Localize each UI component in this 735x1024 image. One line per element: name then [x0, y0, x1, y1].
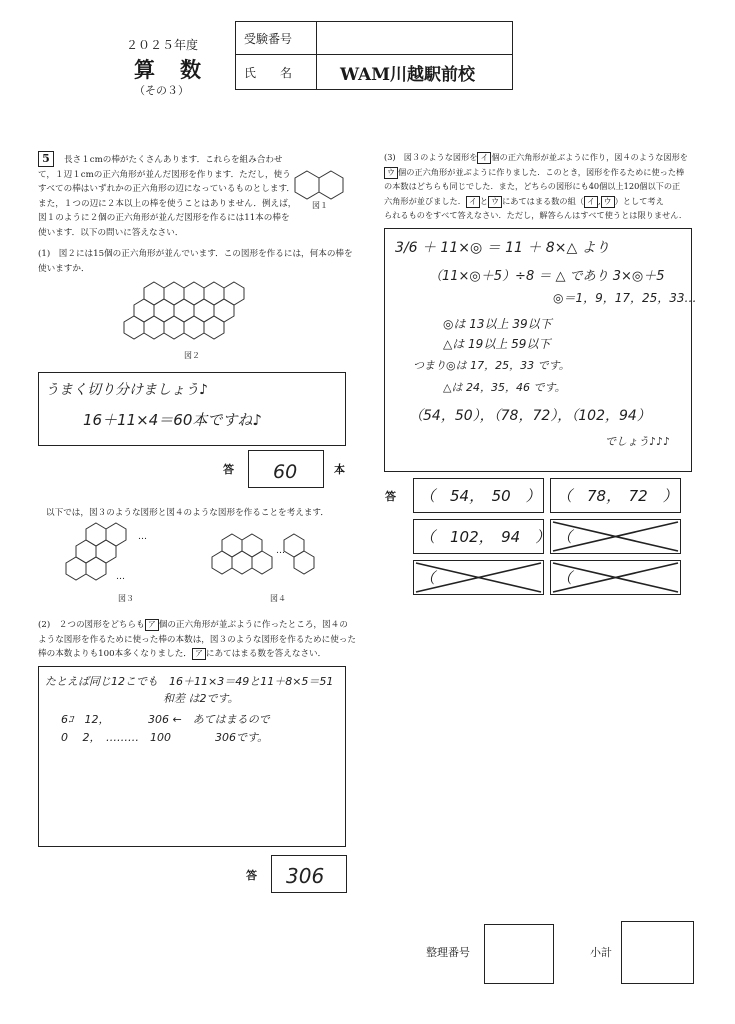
hexagon — [184, 316, 204, 339]
middle-text: 以下では，図３のような図形と図４のような図形を作ることを考えます． — [46, 508, 329, 518]
shokei-label: 小計 — [590, 946, 612, 959]
hexagon — [144, 316, 164, 339]
intro-line: すべての棒はいずれかの正六角形の辺になっているものとします． — [38, 184, 295, 195]
q3-text: 個の正六角形が並ぶように作り，図４のような図形を — [491, 152, 688, 162]
q2-text: 棒の本数よりも100本多くなりました． — [38, 649, 192, 660]
figure-1 — [294, 170, 342, 200]
q3-answer-value: （ 102， 94 ） — [420, 528, 551, 546]
q3-answer-box[interactable] — [413, 478, 544, 513]
q3-work-line: ◎は 13以上 39以下 — [443, 317, 552, 331]
header-table — [235, 21, 513, 90]
q2-work-line: 6ｺ 12， 306 ← あてはまるので — [61, 713, 270, 726]
blank-u-box: ウ — [384, 167, 398, 179]
hexagon — [124, 316, 144, 339]
name-field[interactable]: WAM川越駅前校 — [340, 65, 476, 85]
figure-2-caption: 図２ — [184, 351, 200, 360]
q3-work-line: （54，50），（78，72），（102，94） — [409, 408, 651, 424]
q1-work-line: 16＋11×4＝60本ですね♪ — [83, 411, 262, 429]
figure-4-caption: 図４ — [270, 594, 286, 603]
q2-answer-value: 306 — [286, 864, 325, 888]
question-1-text — [38, 247, 358, 276]
q3-answer-label: 答 — [385, 490, 396, 503]
figure-3 — [60, 523, 170, 593]
q2-work-line: 0 2， ……… 100 306です。 — [61, 731, 269, 744]
blank-i-box: イ — [466, 196, 480, 208]
hexagon — [86, 523, 106, 546]
figure-3-dots: … — [138, 532, 147, 542]
hexagon — [164, 316, 184, 339]
hexagon — [194, 299, 214, 322]
q3-answer-box-crossed[interactable] — [550, 560, 681, 595]
intro-line: 図１のように２個の正六角形が並んだ図形を作るには11本の棒を — [38, 213, 290, 224]
question-3-text: (3) 図３のような図形を イ 個の正六角形が並ぶように作り，図４のような図形を ウ 個の正六角形が並ぶように作りました．このとき，図形を作るために使った棒 の本数はどちらも同じでした．また，どちらの図形にも40個以上120個以下の正 六角形が並びました． イ と ウ にあてはまる数の組（ イ , ウ ）として考え られるものをすべて答えなさい．ただし，解答らんはすべて使うとは限りません． — [384, 150, 704, 223]
q3-text: と — [479, 195, 489, 206]
hexagon — [204, 282, 224, 305]
intro-line: 長さ１cmの棒がたくさんあります．これらを組み合わせ — [64, 155, 283, 165]
hexagon — [204, 316, 224, 339]
part-label: （その３） — [134, 84, 189, 97]
intro-line: 使います．以下の問いに答えなさい． — [38, 227, 184, 238]
q3-answer-value: （ 78， 72 ） — [557, 487, 678, 505]
figure-2 — [124, 282, 284, 350]
q2-answer-label: 答 — [246, 869, 257, 882]
q3-work-line: △は 24，35，46 です。 — [443, 381, 566, 394]
figure-3-dots: … — [116, 572, 125, 582]
q3-work-line: ◎＝1，9，17，25，33… — [553, 291, 697, 305]
hexagon — [232, 551, 252, 574]
blank-a-box: ア — [192, 648, 206, 660]
hexagon — [144, 282, 164, 305]
q3-work-line: つまり◎は 17，25，33 です。 — [413, 359, 570, 372]
q1-work-box[interactable] — [38, 372, 346, 446]
q3-work-box[interactable] — [384, 228, 697, 472]
hexagon — [224, 282, 244, 305]
q3-answer-box-crossed[interactable] — [413, 560, 544, 595]
q3-answer-value: （ — [420, 569, 436, 587]
hexagon — [164, 282, 184, 305]
q3-text: (3) 図３のような図形を — [384, 152, 478, 162]
q2-work-box[interactable] — [38, 666, 346, 847]
figure-4-dots: … — [276, 546, 285, 556]
pair-u-box: ウ — [601, 196, 615, 208]
exam-number-field[interactable] — [326, 28, 506, 48]
hexagon — [212, 551, 232, 574]
hexagon — [154, 299, 174, 322]
q1-line: 使いますか． — [38, 263, 90, 274]
q3-text: の本数はどちらも同じでした．また，どちらの図形にも40個以上120個以下の正 — [384, 181, 681, 192]
q1-line: (1) 図２には15個の正六角形が並んでいます．この図形を作るには，何本の棒を — [38, 249, 353, 259]
question-2-text — [38, 618, 368, 662]
q2-work-line: 和差 は2です。 — [163, 692, 239, 705]
question-5-intro — [38, 153, 328, 241]
hexagon — [252, 551, 272, 574]
q1-answer-value: 60 — [273, 461, 298, 483]
hexagon — [66, 557, 86, 580]
q3-work-line: △は 19以上 59以下 — [443, 337, 551, 351]
q1-answer-label: 答 — [223, 463, 234, 476]
hexagon — [214, 299, 234, 322]
intro-line: て，１辺１cmの正六角形が並んだ図形を作ります．ただし，使う — [38, 169, 291, 180]
hexagon — [184, 282, 204, 305]
q3-text: 個の正六角形が並ぶように作りました．このとき，図形を作るために使った棒 — [398, 166, 685, 177]
q2-text: にあてはまる数を答えなさい． — [205, 649, 327, 660]
cross-out-mark — [414, 561, 543, 594]
q3-text: られるものをすべて答えなさい．ただし，解答らんはすべて使うとは限りません． — [384, 210, 688, 221]
year-label: ２０２５年度 — [126, 38, 199, 52]
q3-text: として考え — [622, 195, 664, 206]
name-label: 氏 名 — [244, 66, 293, 80]
figure-3-caption: 図３ — [118, 594, 134, 603]
subject-title: 算 数 — [134, 57, 203, 82]
q3-work-line: でしょう♪♪♪ — [605, 435, 671, 448]
hexagon — [134, 299, 154, 322]
hexagon — [284, 534, 304, 557]
shokei-box[interactable] — [621, 921, 694, 984]
q1-answer-box[interactable] — [248, 450, 324, 488]
cross-out-mark — [551, 561, 680, 594]
q3-work-line: （11×◎＋5）÷8 ＝ △ であり 3×◎＋5 — [429, 269, 665, 284]
q3-answer-box-crossed[interactable] — [550, 519, 681, 554]
blank-u-box: ウ — [488, 196, 502, 208]
q3-answer-box[interactable] — [413, 519, 551, 554]
seiri-number-label: 整理番号 — [426, 946, 470, 959]
q2-text: 個の正六角形が並ぶように作ったところ，図４の — [158, 620, 348, 630]
seiri-number-box[interactable] — [484, 924, 554, 984]
figure-4 — [212, 534, 322, 584]
q3-work-line: 3/6 ＋ 11×◎ ＝ 11 ＋ 8×△ より — [395, 240, 610, 256]
hexagon — [106, 523, 126, 546]
q2-text: ような図形を作るために使った棒の本数は，図３のような図形を作るために使った — [38, 634, 356, 645]
q3-answer-value: （ 54， 50 ） — [420, 487, 541, 505]
exam-number-label: 受験番号 — [244, 32, 293, 46]
pair-i-box: イ — [584, 196, 598, 208]
q3-text: 六角形が並びました． — [384, 195, 466, 206]
hexagon — [222, 534, 242, 557]
hexagon — [86, 557, 106, 580]
q2-work-line: たとえば同じ12こでも 16＋11×3＝49と11＋8×5＝51 — [45, 675, 334, 688]
intro-line: また，１つの辺に２本以上の棒を使うことはありません．例えば， — [38, 198, 297, 209]
blank-a-box: ア — [145, 619, 159, 631]
q2-answer-box[interactable] — [271, 855, 347, 893]
hexagon — [174, 299, 194, 322]
hexagon — [294, 551, 314, 574]
cross-out-mark — [551, 520, 680, 553]
hexagon — [319, 171, 343, 199]
q3-text: にあてはまる数の組 — [502, 195, 576, 206]
q2-text: (2) ２つの図形をどちらも — [38, 620, 145, 630]
hexagon — [295, 171, 319, 199]
q3-answer-value: （ — [557, 569, 573, 587]
hexagon — [242, 534, 262, 557]
hexagon — [76, 540, 96, 563]
q1-answer-unit: 本 — [334, 463, 345, 476]
q1-work-line: うまく切り分けましょう♪ — [45, 382, 208, 398]
figure-1-caption: 図１ — [312, 201, 328, 210]
blank-i-box: イ — [477, 152, 491, 164]
q3-answer-box[interactable] — [550, 478, 681, 513]
question-5-number: 5 — [38, 151, 54, 167]
hexagon — [96, 540, 116, 563]
q3-answer-value: （ — [557, 528, 573, 546]
